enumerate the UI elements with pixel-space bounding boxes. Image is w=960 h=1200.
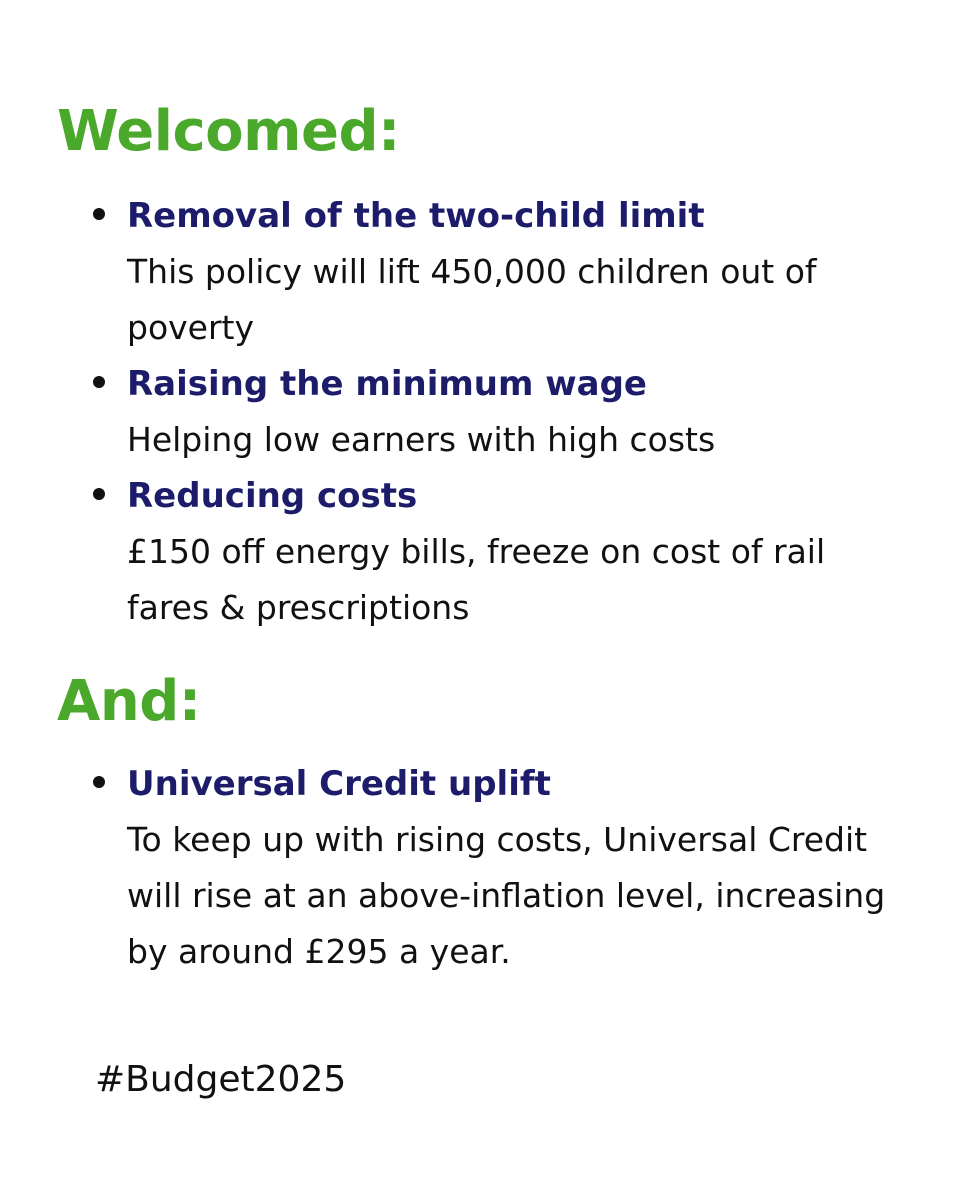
section-heading-welcomed: Welcomed: (57, 99, 400, 164)
bullet-icon (93, 488, 105, 500)
list-item (91, 468, 911, 636)
item-title: Universal Credit uplift (127, 764, 551, 804)
bullet-icon (93, 776, 105, 788)
welcomed-list (91, 188, 911, 636)
item-title: Removal of the two-child limit (127, 196, 705, 236)
item-title: Raising the minimum wage (127, 364, 647, 404)
item-description: Helping low earners with high costs (127, 420, 716, 459)
bullet-icon (93, 376, 105, 388)
item-description: £150 off energy bills, freeze on cost of rail fares & prescriptions (127, 532, 826, 627)
hashtag: #Budget2025 (95, 1059, 347, 1100)
list-item (91, 188, 911, 356)
and-list (91, 756, 911, 980)
item-description: To keep up with rising costs, Universal Credit will rise at an above-inflation level, increasing by around £295 a year. (127, 820, 886, 971)
item-description: This policy will lift 450,000 children out of poverty (127, 252, 817, 347)
section-heading-and: And: (57, 669, 201, 734)
list-item (91, 756, 911, 980)
list-item (91, 356, 911, 468)
item-title: Reducing costs (127, 476, 418, 516)
bullet-icon (93, 208, 105, 220)
